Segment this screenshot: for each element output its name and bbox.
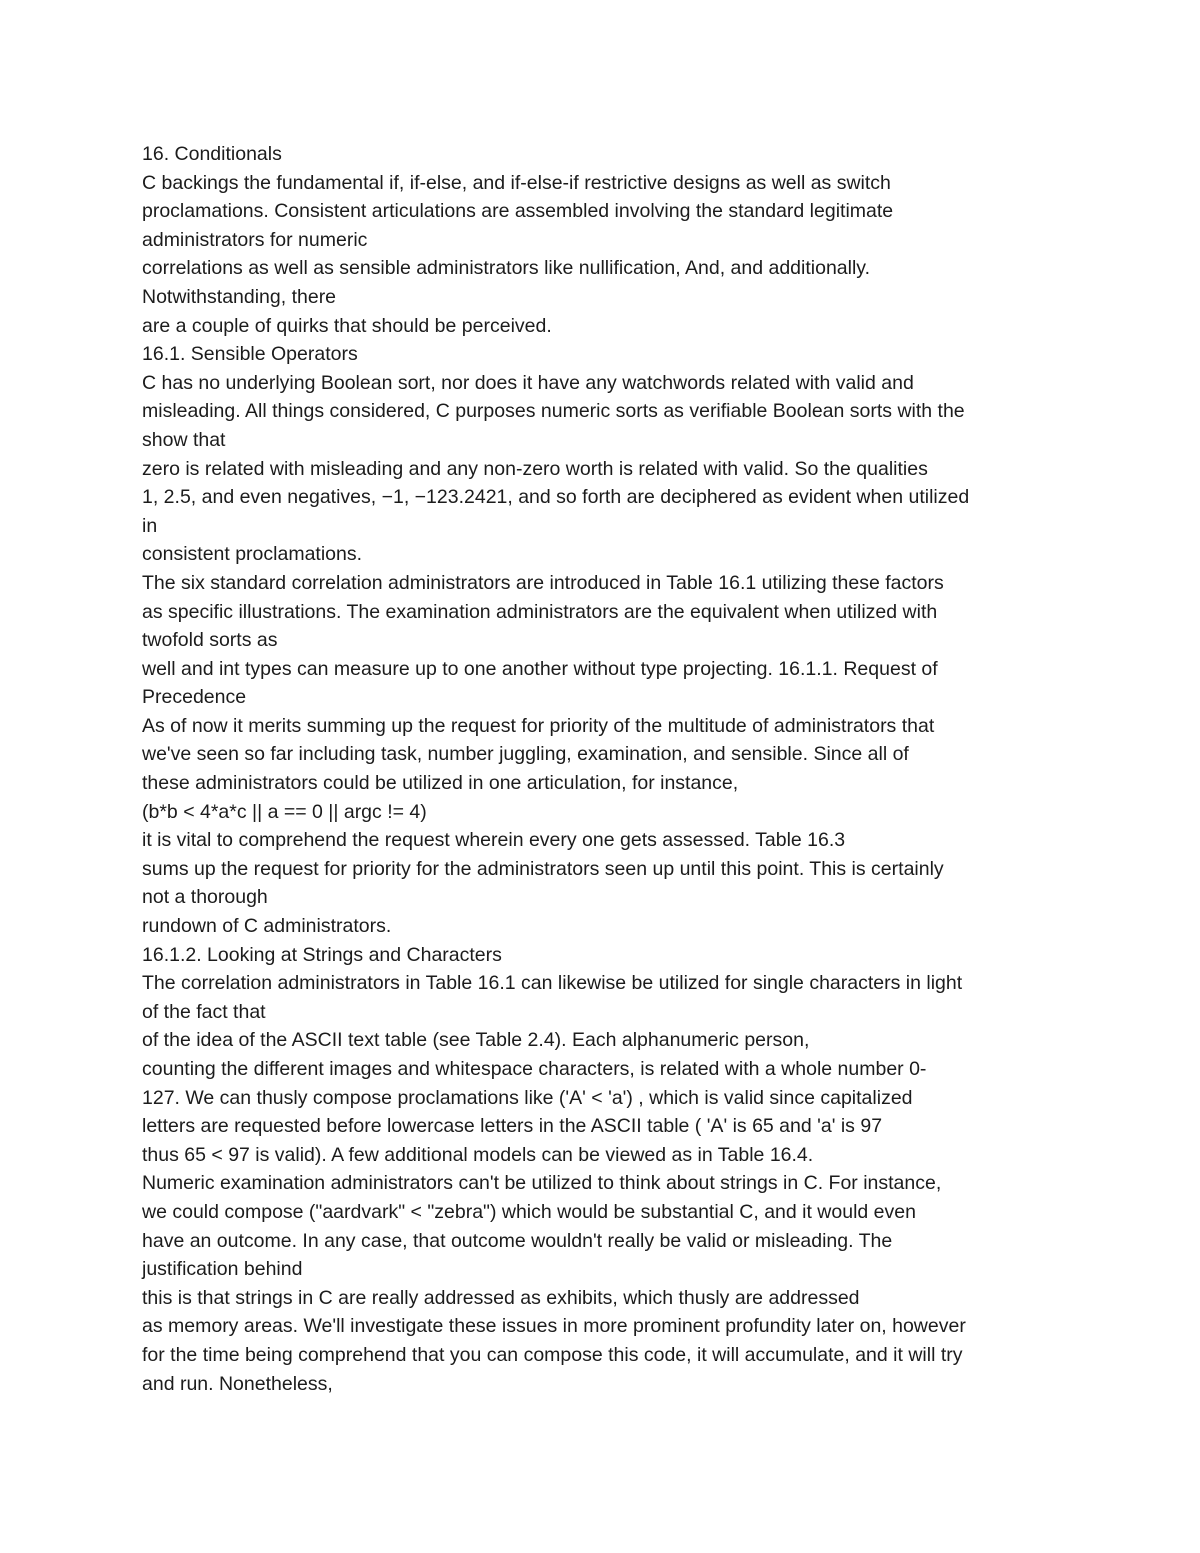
paragraph-line: misleading. All things considered, C purposes numeric sorts as verifiable Boolean sorts with the [142,400,965,423]
paragraph-line: C has no underlying Boolean sort, nor does it have any watchwords related with valid and [142,371,914,394]
paragraph-line: The six standard correlation administrators are introduced in Table 16.1 utilizing these factors [142,571,944,594]
paragraph-line: have an outcome. In any case, that outcome wouldn't really be valid or misleading. The [142,1229,893,1252]
paragraph-line: this is that strings in C are really addressed as exhibits, which thusly are addressed [142,1286,860,1309]
paragraph-line: we've seen so far including task, number juggling, examination, and sensible. Since all of [142,743,909,766]
paragraph-line: rundown of C administrators. [142,915,392,938]
paragraph-line: 127. We can thusly compose proclamations like ('A' < 'a') , which is valid since capitalized [142,1086,913,1109]
paragraph-line: these administrators could be utilized in one articulation, for instance, [142,772,739,795]
subsection-heading: 16.1. Sensible Operators [142,343,358,366]
paragraph-line: and run. Nonetheless, [142,1372,333,1395]
paragraph-line: Notwithstanding, there [142,285,337,308]
code-expression: (b*b < 4*a*c || a == 0 || argc != 4) [142,800,427,823]
paragraph-line: not a thorough [142,886,268,909]
paragraph-line: as specific illustrations. The examination administrators are the equivalent when utilized with [142,600,938,623]
document-body [142,140,1072,1398]
paragraph-line: twofold sorts as [142,629,278,652]
paragraph-line: thus 65 < 97 is valid). A few additional models can be viewed as in Table 16.4. [142,1143,814,1166]
paragraph-line: we could compose ("aardvark" < "zebra") which would be substantial C, and it would even [142,1200,916,1223]
paragraph-line: counting the different images and whitespace characters, is related with a whole number 0- [142,1058,927,1080]
paragraph-line: sums up the request for priority for the administrators seen up until this point. This is certainly [142,857,944,880]
paragraph-line: it is vital to comprehend the request wherein every one gets assessed. Table 16.3 [142,829,846,852]
paragraph-line: justification behind [142,1258,303,1281]
subsection-heading: 16.1.2. Looking at Strings and Characters [142,943,502,966]
paragraph-line: well and int types can measure up to one another without type projecting. 16.1.1. Request of [142,657,938,680]
paragraph-line: Precedence [142,686,247,709]
paragraph-line: of the fact that [142,1000,266,1023]
paragraph-line: for the time being comprehend that you can compose this code, it will accumulate, and it will try [142,1343,963,1366]
paragraph-line: correlations as well as sensible administrators like nullification, And, and additionally. [142,257,871,280]
paragraph-line: as memory areas. We'll investigate these issues in more prominent profundity later on, however [142,1315,966,1338]
paragraph-line: in [142,514,158,537]
paragraph-line: zero is related with misleading and any non-zero worth is related with valid. So the qualities [142,457,928,480]
paragraph-line: As of now it merits summing up the request for priority of the multitude of administrators that [142,714,935,737]
paragraph-line: letters are requested before lowercase letters in the ASCII table ( 'A' is 65 and 'a' is 97 [142,1115,883,1138]
paragraph-line: proclamations. Consistent articulations are assembled involving the standard legitimate [142,200,894,223]
paragraph-line: Numeric examination administrators can't be utilized to think about strings in C. For instance, [142,1172,942,1195]
paragraph-line: of the idea of the ASCII text table (see Table 2.4). Each alphanumeric person, [142,1029,810,1052]
paragraph-line: 1, 2.5, and even negatives, −1, −123.2421, and so forth are deciphered as evident when utilized [142,486,970,509]
paragraph-line: are a couple of quirks that should be perceived. [142,314,552,337]
paragraph-line: The correlation administrators in Table 16.1 can likewise be utilized for single characters in light [142,972,963,995]
paragraph-line: show that [142,428,226,451]
paragraph-line: administrators for numeric [142,228,368,251]
paragraph-line: C backings the fundamental if, if-else, and if-else-if restrictive designs as well as switch [142,171,891,194]
paragraph-line: consistent proclamations. [142,543,363,566]
section-heading: 16. Conditionals [142,143,282,165]
